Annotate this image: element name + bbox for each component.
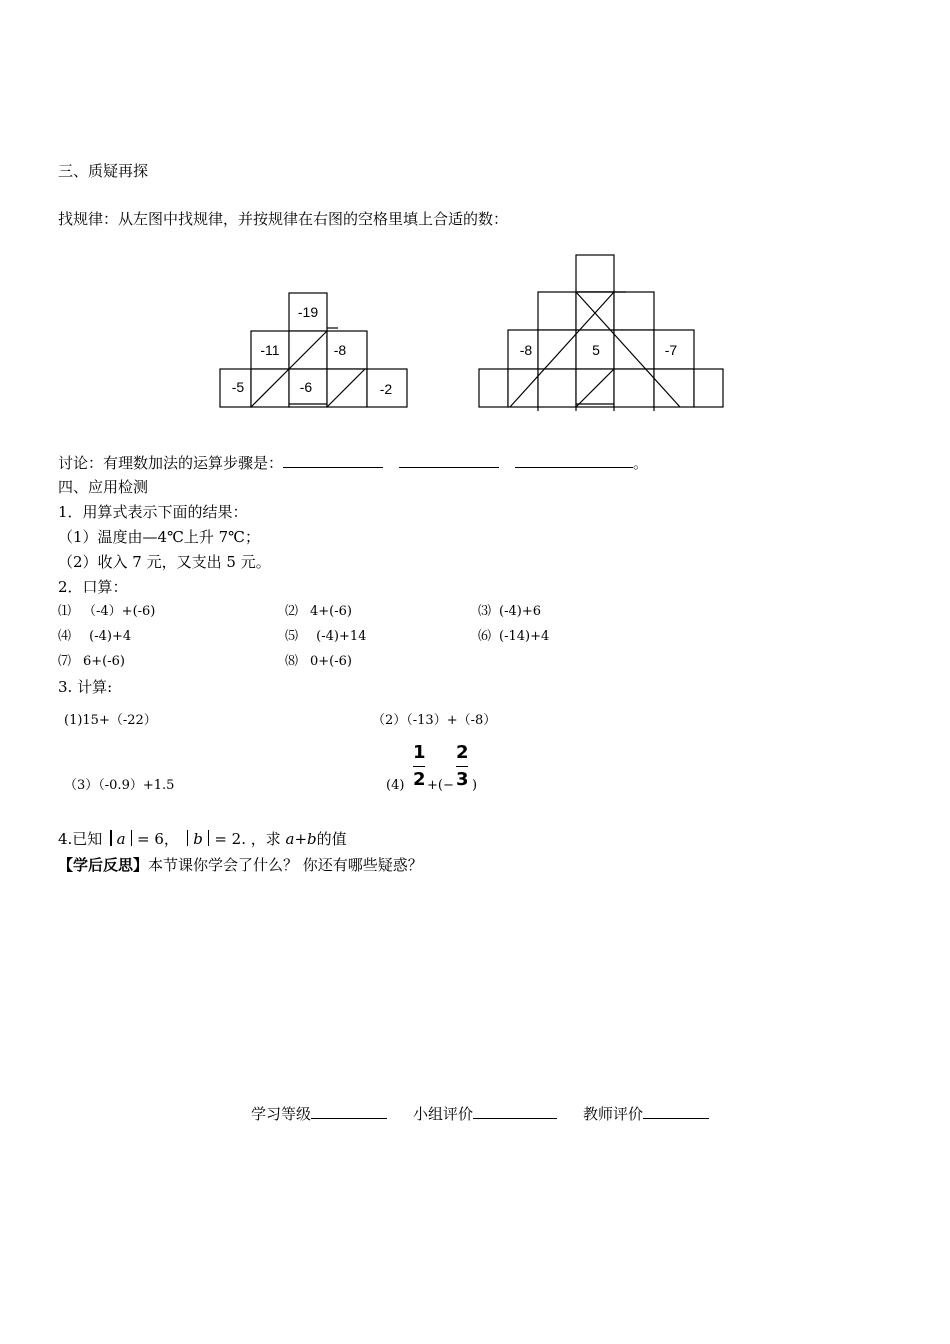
fraction-numerator: 2 bbox=[456, 742, 469, 763]
evaluation-row bbox=[251, 1104, 709, 1123]
right-pyramid bbox=[479, 255, 723, 411]
answer-blank[interactable] bbox=[399, 453, 499, 468]
q2-item bbox=[58, 603, 155, 621]
item-expression: 0+(-6) bbox=[310, 654, 352, 669]
q3-item: （2）（-13）+（-8） bbox=[372, 713, 497, 728]
q4-prefix: 4.已知 bbox=[58, 830, 103, 848]
pyramid-figures bbox=[0, 0, 950, 420]
q2-item bbox=[285, 628, 366, 646]
item-number: ⑶ bbox=[478, 604, 492, 619]
item-expression: (-4)+14 bbox=[312, 629, 367, 644]
q2-item bbox=[58, 628, 131, 646]
item-expression: 4+(-6) bbox=[310, 604, 352, 619]
right-pyramid-cell bbox=[614, 369, 654, 407]
q4-suffix: 的值 bbox=[316, 830, 347, 848]
item-expression: (-4)+6 bbox=[499, 604, 541, 619]
discussion-end: 。 bbox=[633, 454, 649, 472]
discussion-prefix: 讨论：有理数加法的运算步骤是： bbox=[58, 454, 284, 472]
evaluation-blank[interactable] bbox=[643, 1104, 709, 1119]
right-mid-value: -7 bbox=[664, 342, 678, 358]
var-b: b bbox=[193, 830, 203, 848]
right-mid-value: -8 bbox=[519, 342, 533, 358]
item-expression: 6+(-6) bbox=[83, 654, 125, 669]
fraction-bar bbox=[413, 766, 425, 767]
item-number: ⑺ bbox=[58, 654, 72, 669]
right-pyramid-cell bbox=[479, 369, 508, 407]
fraction-numerator: 1 bbox=[413, 742, 426, 763]
item-number: ⑻ bbox=[285, 654, 299, 669]
fraction-denominator: 3 bbox=[456, 769, 469, 790]
item-expression: （-4）+(-6) bbox=[83, 604, 156, 619]
q2-item bbox=[285, 603, 352, 621]
left-pyramid bbox=[220, 293, 407, 407]
item-number: ⑸ bbox=[285, 629, 299, 644]
item-expression: (-4)+4 bbox=[85, 629, 132, 644]
discussion-line bbox=[58, 453, 648, 472]
evaluation-label: 学习等级 bbox=[251, 1105, 312, 1123]
q3-item: (1)15+（-22） bbox=[64, 713, 157, 728]
q4-mid2: = 2. ，求 bbox=[214, 830, 281, 848]
reflection-line bbox=[58, 856, 423, 874]
q2-item bbox=[285, 653, 352, 671]
q1-item: （2）收入 7 元，又支出 5 元。 bbox=[58, 553, 271, 571]
left-bottom-value: -2 bbox=[379, 381, 393, 397]
q3-item4-suffix: ) bbox=[472, 778, 478, 793]
item-number: ⑹ bbox=[478, 629, 492, 644]
evaluation-label: 小组评价 bbox=[413, 1105, 474, 1123]
abs-bar bbox=[131, 830, 133, 846]
q3-item4-prefix: (4) bbox=[386, 778, 405, 793]
item-number: ⑴ bbox=[58, 604, 72, 619]
q3-item4-middle: +(− bbox=[427, 778, 454, 793]
q2-item bbox=[478, 603, 541, 621]
q2-title: 2．口算： bbox=[58, 578, 128, 596]
q1-item: （1）温度由—4℃上升 7℃； bbox=[58, 528, 260, 546]
right-pyramid-cell bbox=[508, 369, 538, 407]
q4-expression: a+b bbox=[285, 830, 317, 848]
q4-line bbox=[58, 830, 347, 848]
left-bottom-value: -5 bbox=[231, 379, 245, 395]
right-pyramid-cell bbox=[614, 330, 654, 369]
left-mid-value: -11 bbox=[260, 342, 280, 358]
abs-bar bbox=[208, 830, 210, 846]
left-mid-value: -8 bbox=[333, 342, 347, 358]
pattern-instruction: 找规律：从左图中找规律，并按规律在右图的空格里填上合适的数： bbox=[58, 210, 509, 228]
q2-item bbox=[58, 653, 125, 671]
evaluation-blank[interactable] bbox=[311, 1104, 387, 1119]
q3-item: （3）（-0.9）+1.5 bbox=[64, 778, 175, 793]
right-pyramid-cell bbox=[538, 292, 576, 330]
fraction-bar bbox=[456, 766, 468, 767]
q4-mid1: = 6， bbox=[137, 830, 179, 848]
evaluation-blank[interactable] bbox=[473, 1104, 557, 1119]
right-pyramid-cell bbox=[654, 369, 694, 407]
answer-blank[interactable] bbox=[283, 453, 383, 468]
q1-title: 1．用算式表示下面的结果： bbox=[58, 503, 248, 521]
item-expression: (-14)+4 bbox=[499, 629, 550, 644]
q3-title: 3. 计算: bbox=[58, 678, 113, 696]
item-number: ⑵ bbox=[285, 604, 299, 619]
right-pyramid-cell bbox=[614, 292, 654, 330]
abs-bar bbox=[187, 830, 189, 846]
evaluation-label: 教师评价 bbox=[583, 1105, 644, 1123]
right-mid-value: 5 bbox=[592, 342, 600, 358]
right-pyramid-cell bbox=[538, 330, 576, 369]
left-top-value: -19 bbox=[297, 304, 319, 320]
section3-heading: 三、质疑再探 bbox=[58, 162, 149, 180]
q2-item bbox=[478, 628, 549, 646]
right-pyramid-cell bbox=[694, 369, 723, 407]
right-pyramid-cell bbox=[576, 255, 614, 292]
item-number: ⑷ bbox=[58, 629, 72, 644]
answer-blank[interactable] bbox=[515, 453, 633, 468]
reflection-label: 【学后反思】 bbox=[58, 856, 149, 874]
abs-bar bbox=[110, 830, 112, 846]
left-bottom-value: -6 bbox=[299, 379, 313, 395]
fraction-denominator: 2 bbox=[413, 769, 426, 790]
right-pyramid-cell bbox=[538, 369, 576, 407]
reflection-text: 本节课你学会了什么？ 你还有哪些疑惑？ bbox=[148, 856, 423, 874]
section4-heading: 四、应用检测 bbox=[58, 478, 149, 496]
var-a: a bbox=[116, 830, 126, 848]
